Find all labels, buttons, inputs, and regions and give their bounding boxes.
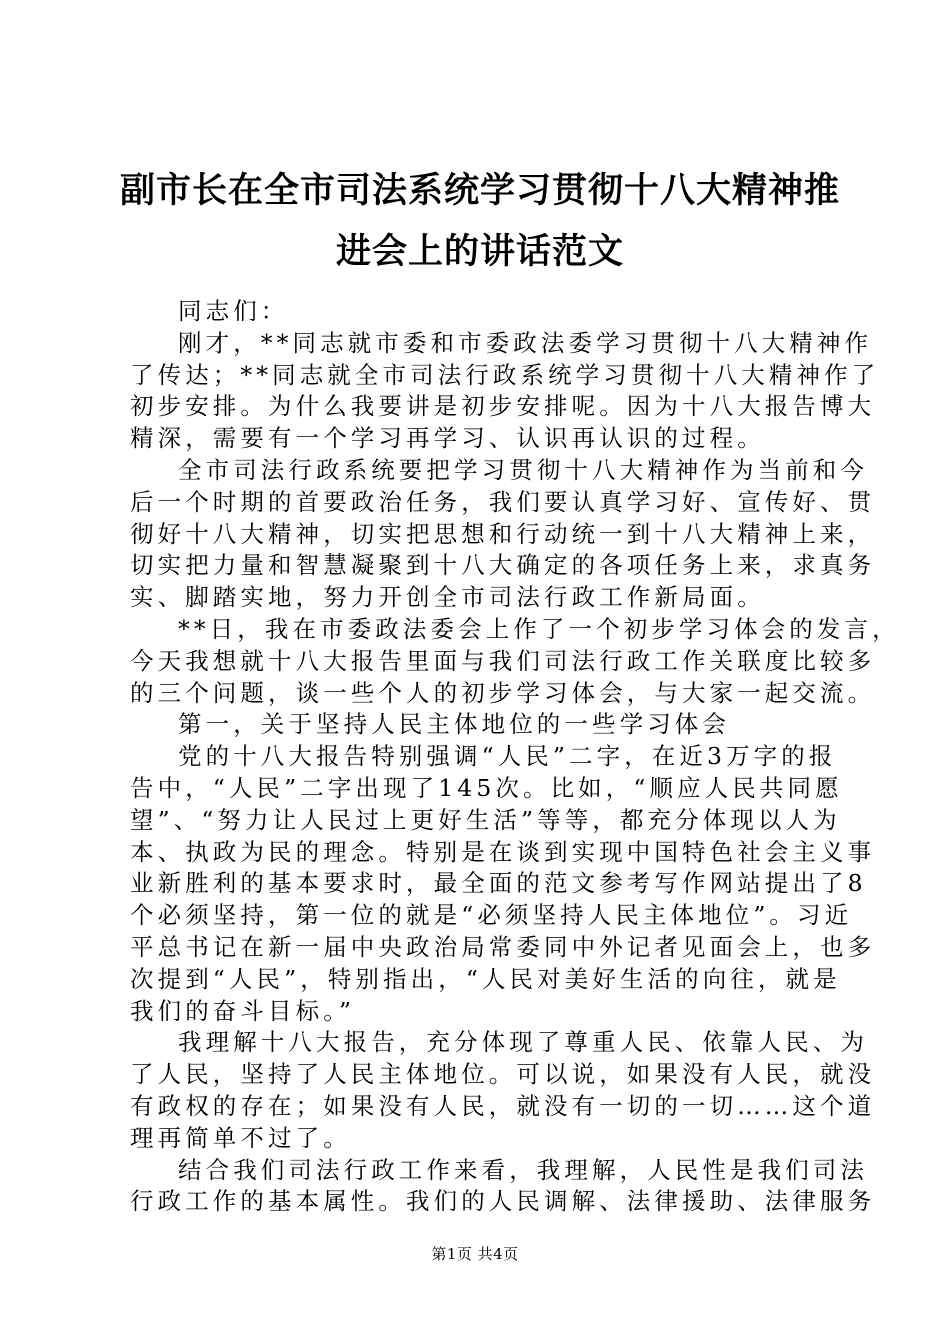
body-line: 有政权的存在；如果没有人民，就没有一切的一切……这个道: [130, 1091, 876, 1120]
body-line: 行政工作的基本属性。我们的人民调解、法律援助、法律服务: [130, 1187, 876, 1216]
body-line: 我理解十八大报告，充分体现了尊重人民、依靠人民、为: [178, 1028, 868, 1057]
document-body: [130, 296, 900, 1218]
body-line: 今天我想就十八大报告里面与我们司法行政工作关联度比较多: [130, 646, 876, 675]
body-line: 的三个问题，谈一些个人的初步学习体会，与大家一起交流。: [130, 678, 876, 707]
body-line: 刚才，**同志就市委和市委政法委学习贯彻十八大精神作: [178, 328, 873, 357]
body-line: 望”、“努力让人民过上更好生活”等等，都充分体现以人为: [130, 805, 841, 834]
body-line: 实、脚踏实地，努力开创全市司法行政工作新局面。: [130, 583, 765, 612]
body-line: 精深，需要有一个学习再学习、认识再认识的过程。: [130, 424, 765, 453]
body-line: 我们的奋斗目标。”: [130, 996, 356, 1025]
body-line: 平总书记在新一届中央政治局常委同中外记者见面会上，也多: [130, 932, 876, 961]
body-line: 次提到“人民”，特别指出，“人民对美好生活的向往，就是: [130, 964, 841, 993]
body-line: 个必须坚持，第一位的就是“必须坚持人民主体地位”。习近: [130, 901, 853, 930]
title-line-1: 副市长在全市司法系统学习贯彻十八大精神推: [119, 170, 840, 211]
body-line: 理再简单不过了。: [130, 1123, 351, 1152]
body-line: 后一个时期的首要政治任务，我们要认真学习好、宣传好、贯: [130, 487, 876, 516]
body-line: 党的十八大报告特别强调“人民”二字，在近3万字的报: [178, 742, 837, 771]
body-line: 同志们：: [178, 297, 289, 325]
body-line: 全市司法行政系统要把学习贯彻十八大精神作为当前和今: [178, 455, 868, 484]
body-line: 彻好十八大精神，切实把思想和行动统一到十八大精神上来，: [130, 519, 876, 548]
body-line: 切实把力量和智慧凝聚到十八大确定的各项任务上来，求真务: [130, 551, 876, 580]
title-line-2: 进会上的讲话范文: [335, 231, 624, 272]
body-line: 本、执政为民的理念。特别是在谈到实现中国特色社会主义事: [130, 837, 876, 866]
body-line: 告中，“人民”二字出现了145次。比如，“顺应人民共同愿: [130, 773, 843, 802]
body-line: **日，我在市委政法委会上作了一个初步学习体会的发言，: [178, 614, 900, 643]
body-line: 结合我们司法行政工作来看，我理解，人民性是我们司法: [178, 1155, 868, 1184]
body-line: 了人民，坚持了人民主体地位。可以说，如果没有人民，就没: [130, 1060, 876, 1089]
body-line: 业新胜利的基本要求时，最全面的范文参考写作网站提出了8: [130, 869, 867, 898]
page-footer: 第1页 共4页: [431, 1245, 519, 1263]
document-title: [100, 160, 860, 282]
body-line: 第一，关于坚持人民主体地位的一些学习体会: [178, 710, 730, 739]
body-line: 初步安排。为什么我要讲是初步安排呢。因为十八大报告博大: [130, 392, 876, 421]
body-line: 了传达；**同志就全市司法行政系统学习贯彻十八大精神作了: [130, 360, 880, 389]
